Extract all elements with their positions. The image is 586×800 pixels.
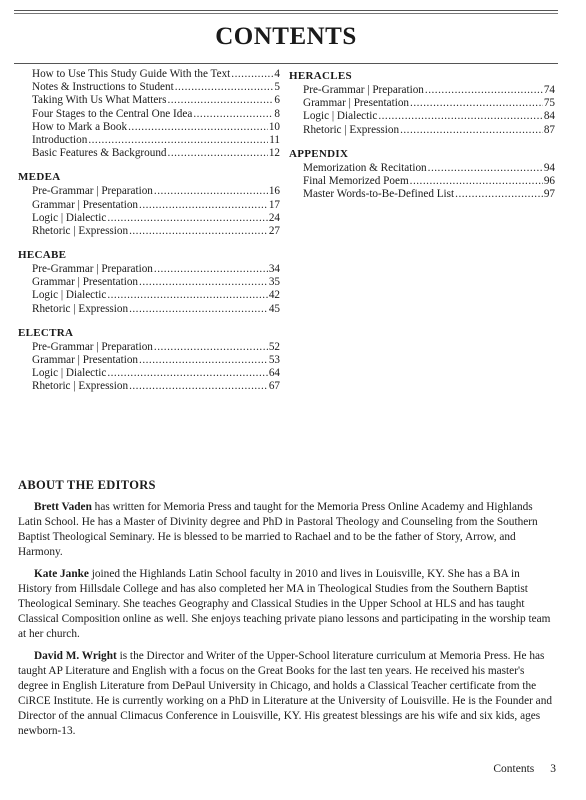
editor-bio-text: joined the Highlands Latin School faculty in 2010 and lives in Louisville, KY. She has a BA in History from Hillsdale College and has also completed her MA in Theological Studies from the Southern Baptist Theological Seminary. She teaches Geography and Classical Studies in the Upper School at HLS and has taught Classical Composition online as well. She enjoys teaching private piano lessons and participating in the worship team at her church. [18, 568, 551, 640]
leader-dots [139, 199, 268, 212]
about-editors-section [18, 478, 556, 746]
leader-dots [107, 289, 268, 302]
toc-entry[interactable] [289, 110, 555, 123]
leader-dots [88, 134, 268, 147]
page-footer [493, 763, 556, 775]
toc-entry[interactable] [18, 212, 280, 225]
toc-entry-page: 10 [268, 120, 280, 133]
toc-entry-label: Pre-Grammar | Preparation [32, 263, 153, 276]
editor-name: Brett Vaden [34, 501, 92, 513]
leader-dots [410, 175, 543, 188]
toc-entry-page: 6 [274, 94, 280, 107]
toc-entry-page: 87 [543, 123, 555, 136]
toc-entry[interactable] [18, 380, 280, 393]
toc-entry-page: 52 [268, 340, 280, 353]
toc-entry-page: 67 [268, 380, 280, 393]
toc-entry-page: 11 [269, 133, 280, 146]
leader-dots [139, 276, 268, 289]
toc-entry[interactable] [289, 124, 555, 137]
leader-dots [129, 380, 268, 393]
toc-entry-page: 35 [268, 276, 280, 289]
toc-entry[interactable] [289, 84, 555, 97]
toc-entry[interactable] [289, 162, 555, 175]
toc-entry[interactable] [18, 121, 280, 134]
toc-entry[interactable] [18, 147, 280, 160]
toc-entry[interactable] [18, 276, 280, 289]
toc-entry[interactable] [18, 81, 280, 94]
leader-dots [455, 188, 543, 201]
leader-dots [231, 68, 273, 81]
toc-entry[interactable] [289, 97, 555, 110]
leader-dots [129, 225, 268, 238]
toc-entry[interactable] [18, 185, 280, 198]
toc-entry[interactable] [18, 134, 280, 147]
toc-entry-page: 53 [268, 354, 280, 366]
leader-dots [139, 354, 268, 367]
editor-bio [18, 567, 556, 642]
toc-front-matter [18, 68, 280, 160]
leader-dots [410, 97, 543, 110]
section-heading: HERACLES [289, 70, 352, 82]
editor-bio [18, 649, 556, 739]
leader-dots [154, 341, 268, 354]
leader-dots [378, 110, 543, 123]
toc-entry-page: 42 [268, 289, 280, 302]
editor-bio-text: has written for Memoria Press and taught for the Memoria Press Online Academy and Highlands Latin School. He has a Master of Divinity degree and PhD in Pastoral Theology and Counseling from the Southern Baptist Theological Seminary. He is blessed to be married to Rachael and to be the father of Story, Arrow, and Harmony. [18, 501, 538, 558]
page-number: 3 [550, 763, 556, 775]
toc-entry-label: Final Memorized Poem [303, 174, 409, 187]
toc-right-column [289, 68, 555, 210]
toc-entry[interactable] [18, 263, 280, 276]
toc-entry-label: Logic | Dialectic [303, 110, 378, 123]
toc-entry[interactable] [18, 225, 280, 238]
leader-dots [193, 108, 273, 121]
toc-entry-page: 17 [268, 198, 280, 211]
toc-entry-page: 24 [268, 211, 280, 224]
toc-entry-label: Master Words-to-Be-Defined List [303, 188, 455, 201]
editor-name: Kate Janke [34, 568, 89, 580]
leader-dots [129, 303, 268, 316]
toc-entry-label: Pre-Grammar | Preparation [32, 340, 153, 353]
leader-dots [168, 147, 268, 160]
section-heading: APPENDIX [289, 147, 349, 160]
toc-section-hecabe [18, 247, 280, 316]
toc-entry-page: 84 [543, 110, 555, 123]
toc-entry-page: 64 [268, 367, 280, 380]
section-heading: HECABE [18, 249, 67, 262]
toc-entry-label: Grammar | Presentation [32, 198, 139, 211]
toc-entry-label: Rhetoric | Expression [32, 380, 129, 393]
toc-entry-page: 45 [268, 302, 280, 315]
toc-section-medea [18, 169, 280, 238]
toc-entry[interactable] [18, 303, 280, 316]
toc-entry-page: 94 [543, 161, 555, 174]
toc-entry-label: Rhetoric | Expression [303, 123, 400, 136]
leader-dots [175, 81, 274, 94]
section-heading: ELECTRA [18, 326, 74, 339]
leader-dots [428, 162, 543, 175]
section-heading: MEDEA [18, 171, 61, 184]
toc-entry-label: Pre-Grammar | Preparation [303, 84, 424, 96]
toc-entry-page: 12 [268, 147, 280, 160]
page-title: CONTENTS [215, 23, 357, 50]
toc-entry-label: Memorization & Recitation [303, 161, 427, 174]
toc-entry-label: Notes & Instructions to Student [32, 81, 174, 94]
toc-entry-label: Pre-Grammar | Preparation [32, 185, 153, 198]
toc-entry-label: Logic | Dialectic [32, 289, 107, 302]
toc-entry-label: How to Mark a Book [32, 120, 128, 133]
footer-label: Contents [493, 763, 535, 775]
toc-entry-label: Rhetoric | Expression [32, 224, 129, 237]
leader-dots [425, 84, 543, 97]
toc-entry-page: 34 [268, 263, 280, 276]
title-banner [14, 10, 558, 64]
toc-entry-label: Taking With Us What Matters [32, 94, 167, 107]
toc-entry[interactable] [18, 108, 280, 121]
toc-entry-page: 4 [274, 68, 280, 80]
leader-dots [154, 185, 268, 198]
toc-entry[interactable] [289, 175, 555, 188]
toc-entry-label: Rhetoric | Expression [32, 302, 129, 315]
toc-section-electra [18, 325, 280, 394]
toc-entry-page: 16 [268, 185, 280, 198]
toc-entry-page: 74 [543, 84, 555, 96]
toc-entry[interactable] [18, 289, 280, 302]
toc-entry[interactable] [18, 199, 280, 212]
leader-dots [128, 121, 268, 134]
toc-section-heracles [289, 68, 555, 137]
toc-entry[interactable] [18, 354, 280, 367]
toc-left-column [18, 68, 280, 403]
toc-entry-label: Logic | Dialectic [32, 367, 107, 380]
editor-bio [18, 500, 556, 560]
editor-bio-text: is the Director and Writer of the Upper-School literature curriculum at Memoria Press. He has taught AP Literature and English with a focus on the Great Books for the last ten years. He received his master's degree in English Literature from DePaul University in Chicago, and holds a Classical Teacher certificate from the CiRCE Institute. He is currently working on a PhD in Literature at the University of Louisville. He is the Founder and Director of the annual Climacus Conference in Louisville, KY. His greatest blessings are his wife and six kids, ages newborn-13. [18, 650, 552, 737]
toc-entry-label: Basic Features & Background [32, 147, 167, 160]
section-heading: ABOUT THE EDITORS [18, 478, 156, 492]
toc-entry-label: Grammar | Presentation [32, 354, 139, 366]
toc-entry-label: How to Use This Study Guide With the Text [32, 68, 231, 80]
toc-entry-label: Grammar | Presentation [303, 97, 410, 110]
leader-dots [107, 367, 268, 380]
toc-section-appendix [289, 146, 555, 202]
leader-dots [107, 212, 268, 225]
toc-entry-page: 27 [268, 224, 280, 237]
toc-entry-page: 8 [274, 107, 280, 120]
toc-entry[interactable] [18, 94, 280, 107]
toc-entry[interactable] [18, 367, 280, 380]
toc-entry-page: 5 [274, 81, 280, 94]
toc-entry-label: Introduction [32, 133, 88, 146]
editor-name: David M. Wright [34, 650, 117, 662]
toc-entry-page: 75 [543, 97, 555, 110]
toc-entry[interactable] [18, 341, 280, 354]
toc-entry-page: 97 [543, 188, 555, 201]
toc-entry-label: Grammar | Presentation [32, 276, 139, 289]
leader-dots [167, 94, 273, 107]
toc-entry-page: 96 [543, 174, 555, 187]
toc-entry[interactable] [289, 188, 555, 201]
toc-entry-label: Four Stages to the Central One Idea [32, 107, 193, 120]
leader-dots [400, 124, 543, 137]
toc-entry-label: Logic | Dialectic [32, 211, 107, 224]
leader-dots [154, 263, 268, 276]
toc-entry[interactable] [18, 68, 280, 81]
